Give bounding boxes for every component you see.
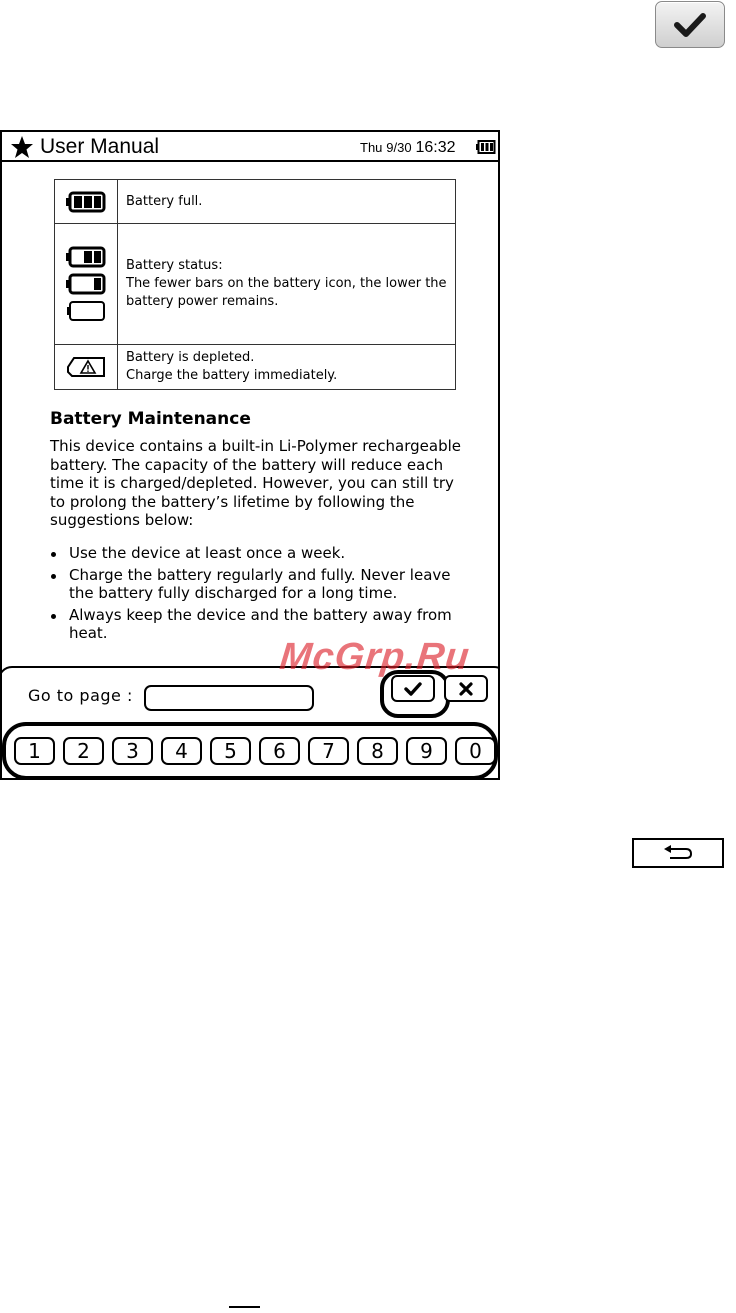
goto-page-panel — [0, 666, 500, 780]
table-cell-text — [118, 224, 456, 345]
date-label: 9/30 — [386, 140, 412, 155]
key-1[interactable]: 1 — [14, 737, 55, 765]
depleted-line-2: Charge the battery immediately. — [126, 368, 338, 383]
page-number-input[interactable] — [144, 685, 314, 711]
watermark: McGrp.Ru — [277, 636, 472, 678]
ok-hardware-key[interactable] — [655, 1, 725, 48]
battery-depleted-warning-icon — [66, 356, 106, 378]
table-row — [55, 345, 456, 390]
back-hardware-key[interactable] — [632, 838, 724, 868]
key-7[interactable]: 7 — [308, 737, 349, 765]
battery-full-icon — [66, 191, 106, 213]
checkmark-icon — [404, 682, 422, 696]
table-cell-icon — [55, 180, 118, 224]
key-8[interactable]: 8 — [357, 737, 398, 765]
battery-status-table — [54, 179, 456, 390]
status-bar — [2, 132, 498, 162]
star-icon — [10, 135, 34, 159]
date-time — [360, 138, 456, 157]
key-6[interactable]: 6 — [259, 737, 300, 765]
battery-two-bars-icon — [66, 246, 106, 268]
section-heading: Battery Maintenance — [50, 409, 251, 429]
return-arrow-icon — [662, 845, 694, 861]
table-cell-text — [118, 345, 456, 390]
key-4[interactable]: 4 — [161, 737, 202, 765]
suggestion-list — [50, 544, 460, 646]
depleted-line-1: Battery is depleted. — [126, 350, 255, 365]
key-3[interactable]: 3 — [112, 737, 153, 765]
section-body: This device contains a built-in Li-Polymer rechargeable battery. The capacity of the battery will reduce each time it is charged/depleted. However, you can still try to prolong the battery’s lifetime by following the suggestions below: — [50, 437, 461, 530]
checkmark-icon — [673, 12, 707, 38]
confirm-button[interactable] — [391, 675, 435, 702]
list-item: Charge the battery regularly and fully. Never leave the battery fully discharged for a long time. — [50, 566, 460, 603]
table-row — [55, 180, 456, 224]
key-5[interactable]: 5 — [210, 737, 251, 765]
battery-empty-icon — [66, 300, 106, 322]
page-footer-rule — [229, 1306, 260, 1308]
day-label: Thu — [360, 140, 383, 155]
table-row — [55, 224, 456, 345]
time-label: 16:32 — [415, 139, 456, 156]
goto-page-label: Go to page : — [28, 686, 133, 705]
device-screen — [0, 130, 500, 780]
battery-one-bar-icon — [66, 273, 106, 295]
list-item: Always keep the device and the battery away from heat. — [50, 606, 460, 643]
app-title: User Manual — [40, 135, 160, 158]
table-cell-text: Battery full. — [118, 180, 456, 224]
battery-full-icon — [476, 140, 496, 154]
battery-status-title: Battery status: — [126, 258, 223, 273]
key-2[interactable]: 2 — [63, 737, 104, 765]
list-item: Use the device at least once a week. — [50, 544, 460, 563]
number-keypad — [14, 737, 496, 765]
battery-status-description: The fewer bars on the battery icon, the lower the battery power remains. — [126, 276, 447, 309]
cancel-button[interactable] — [444, 675, 488, 702]
table-cell-icon — [55, 345, 118, 390]
close-icon — [459, 682, 473, 696]
key-0[interactable]: 0 — [455, 737, 496, 765]
key-9[interactable]: 9 — [406, 737, 447, 765]
table-cell-icon — [55, 224, 118, 345]
